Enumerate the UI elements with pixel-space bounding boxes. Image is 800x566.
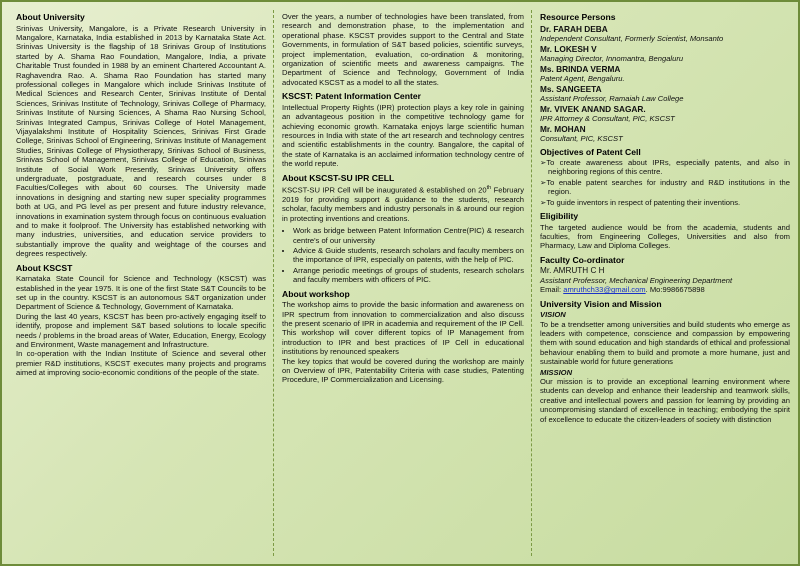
vision-label: VISION: [540, 310, 566, 320]
section-heading: About KSCST-SU IPR CELL: [282, 172, 395, 183]
right-column: [534, 8, 796, 558]
coordinator-name: Mr. AMRUTH C H: [540, 266, 605, 276]
intro-text: KSCST-SU IPR Cell will be inaugurated & established on 20: [282, 185, 487, 195]
vision-mission-section: [540, 299, 790, 424]
coordinator-section: [540, 255, 790, 295]
workshop-section: [282, 289, 524, 385]
person-name: Ms. BRINDA VERMA: [540, 63, 621, 74]
person-name: Mr. VIVEK ANAND SAGAR.: [540, 103, 646, 114]
mission-text: Our mission is to provide an exceptional learning environment where students can develop and enhance their leadership and teamwork skills, creative and intellectual powers and passion for learning by providing an uncompromising standard of excellence in teaching; embodying the spirit of excellence to educate the citizen-leaders of society with distinction: [540, 377, 790, 424]
objectives-list: [540, 158, 790, 207]
column-divider: [273, 10, 274, 556]
person-role: Managing Director, Innomantra, Bengaluru: [540, 53, 684, 63]
section-text: The workshop aims to provide the basic information and awareness on IPR spectrum from innovation to commercialization and also discuss the present scenario of IPR in academia and requirement of the IP Cell. This workshop will cover different topics of IP Management from introduction to IPR and best practices of IP Cell in educational institutions by renounced speakers: [282, 300, 524, 357]
section-text: During the last 40 years, KSCST has been pro-actively engaging itself to identify, propose and implement S&T based solutions to locale specific needs / problems in the broad areas of Water, Education, Energy, Ecology and Environment, Waste management and Infrastructure.: [16, 311, 266, 349]
section-heading: KSCST: Patent Information Center: [282, 91, 421, 102]
section-heading: About University: [16, 12, 85, 22]
list-item: ➢To guide inventors in respect of patenting their inventions.: [540, 197, 741, 207]
list-item: • Work as bridge between Patent Information Centre(PIC) & research centre's of our university: [293, 226, 524, 245]
ipr-cell-section: [282, 173, 524, 285]
ipr-cell-bullets: [282, 226, 524, 284]
person-role: Patent Agent, Bengaluru.: [540, 73, 625, 83]
section-text: [282, 184, 524, 223]
mobile-number: . Mo:9986675898: [645, 285, 705, 295]
person-name: Mr. MOHAN: [540, 123, 586, 134]
person-role: IPR Attorney & Consultant, PIC, KSCST: [540, 113, 675, 123]
pic-section: [282, 91, 524, 168]
person-role: Consultant, PIC, KSCST: [540, 133, 623, 143]
section-text: Intellectual Property Rights (IPR) protection plays a key role in gaining an advantageous position in the competitive technology game for achieving economic growth. Karnataka enjoys large scientific human resources in India with state of the art research and technology centres and scientific establishments in the country. Bangalore, the capital of the state of Karnataka is an acclaimed information technology centre of the world repute.: [282, 102, 524, 169]
coordinator-role: Assistant Professor, Mechanical Engineering Department: [540, 276, 733, 286]
person-name: Mr. LOKESH V: [540, 43, 597, 54]
column-divider: [531, 10, 532, 556]
section-text: The key topics that would be covered during the workshop are mainly on Overview of IPR, Patentability Criteria with case studies, Patenting Procedure, IP Commercialization and Licensing.: [282, 356, 524, 385]
kscst-continued-section: [282, 12, 524, 87]
section-text: In co-operation with the Indian Institute of Science and several other premier R&D institutions, KSCST executes many projects and programs aimed at improving socio-economic conditions of the people of the state.: [16, 349, 266, 378]
eligibility-section: [540, 211, 790, 251]
objectives-section: [540, 147, 790, 208]
section-heading: About KSCST: [16, 262, 73, 273]
person-name: Dr. FARAH DEBA: [540, 23, 608, 34]
section-text: The targeted audience would be from the academia, students and faculties, from Engineering Colleges, Universities and also from Pharmacy, Law and Diploma Colleges.: [540, 222, 790, 251]
ordinal-suffix: th: [486, 185, 492, 192]
person-name: Ms. SANGEETA: [540, 83, 602, 94]
vision-text: To be a trendsetter among universities and build students who emerge as leaders with competence, conscience and compassion by empowering them with sound education and high standards of ethical and professional behaviour enabling them to build and promote a more humane, just and sustainable world for future generations: [540, 319, 790, 367]
middle-column: [276, 8, 530, 558]
about-kscst-section: [16, 263, 266, 378]
person-role: Independent Consultant, Formerly Scientist, Monsanto: [540, 33, 724, 43]
section-heading: About workshop: [282, 288, 350, 299]
section-heading: Faculty Co-ordinator: [540, 254, 625, 265]
mission-label: MISSION: [540, 367, 573, 377]
section-text: Over the years, a number of technologies have been translated, from research and demonstration phase, to the implementation and operational phase. KSCST provides support to the Central and State Governments, in formulation of S&T based policies, scientific surveys, project implementation, evaluation, co-ordination & monitoring, organization of scientific meets and awareness campaigns. The Department of Science and Technology, Government of India advocated KSCST as a model to all the states.: [282, 12, 524, 87]
section-heading: Objectives of Patent Cell: [540, 146, 641, 157]
list-item: ➢To create awareness about IPRs, especially patents, and also in neighboring regions of this centre.: [540, 158, 790, 177]
section-heading: University Vision and Mission: [540, 298, 662, 309]
intro-text: February 2019 for providing support & guidance to the students, research scholar, faculty members and industry personals in & around our region in protecting inventions and creations.: [282, 185, 525, 223]
about-university-section: [16, 12, 266, 259]
section-heading: Eligibility: [540, 211, 579, 222]
resource-persons-section: [540, 12, 790, 143]
list-item: ➢To enable patent searches for industry and R&D institutions in the region.: [540, 177, 790, 197]
list-item: • Arrange periodic meetings of groups of students, research scholars and faculty members with officers of PIC.: [293, 266, 524, 285]
email-link[interactable]: amruthch33@gmail.com: [563, 285, 646, 295]
person-role: Assistant Professor, Ramaiah Law College: [540, 93, 684, 103]
coordinator-contact: [540, 285, 790, 294]
section-text: Srinivas University, Mangalore, is a Private Research University in Mangalore, Karnataka, India established in 2013 by Karnataka State Act. Srinivas University is the flagship of 18 Srinivas Group of Institutions started by A. Shama Rao Foundation, Mangalore, India, a private Charitable Trust founded in 1988 by an eminent Chartered Accountant A. Raghavendra Rao. A. Shama Rao Foundation has started many professional colleges in Mangalore which include Srinivas Institute of Medical Sciences and Research Center, Srinivas Institute of Dental Sciences, Srinivas Institute of Technology, Srinivas College of Pharmacy, Srinivas Institute of Nursing Sciences, A Shama Rao Nursing School, Srinivas Integrated Campus, Srinivas College of Hotel Management, Vijayalakshmi Institute of Hospitality Sciences, Srinivas First Grade College, Srinivas School of Engineering, Srinivas Institute of Management Studies, Srinivas College of Physiotherapy, Srinivas School of Business, Srinivas School of Management, Srinivas College of Education, Srinivas Institute of Social Work Presently, Srinivas University offers undergraduate, postgraduate, and research courses under 8 Faculties/Colleges with about 60 courses. The University made innovations in designing and starting new super speciality programmes both at UG, and PG level as per present and future industry relevance, innovations in examination system through focus on continuous evaluation and to make it foolproof. The University has established networking with many industries, universities, and education service providers to substantially improve the quality and weightage of the courses and degrees respectively.: [16, 23, 266, 259]
email-label: Email:: [540, 285, 564, 295]
section-text: Karnataka State Council for Science and Technology (KSCST) was established in the year 1975. It is one of the first State S&T Councils to be set up in the country. KSCST is an autonomous S&T organization under Department of Science & Technology, Government of Karnataka.: [16, 274, 266, 312]
left-column: [10, 8, 272, 558]
list-item: • Advice & Guide students, research scholars and faculty members on the importance of IPR, especially on patents, with the help of PIC.: [293, 246, 524, 265]
section-heading: Resource Persons: [540, 12, 616, 22]
